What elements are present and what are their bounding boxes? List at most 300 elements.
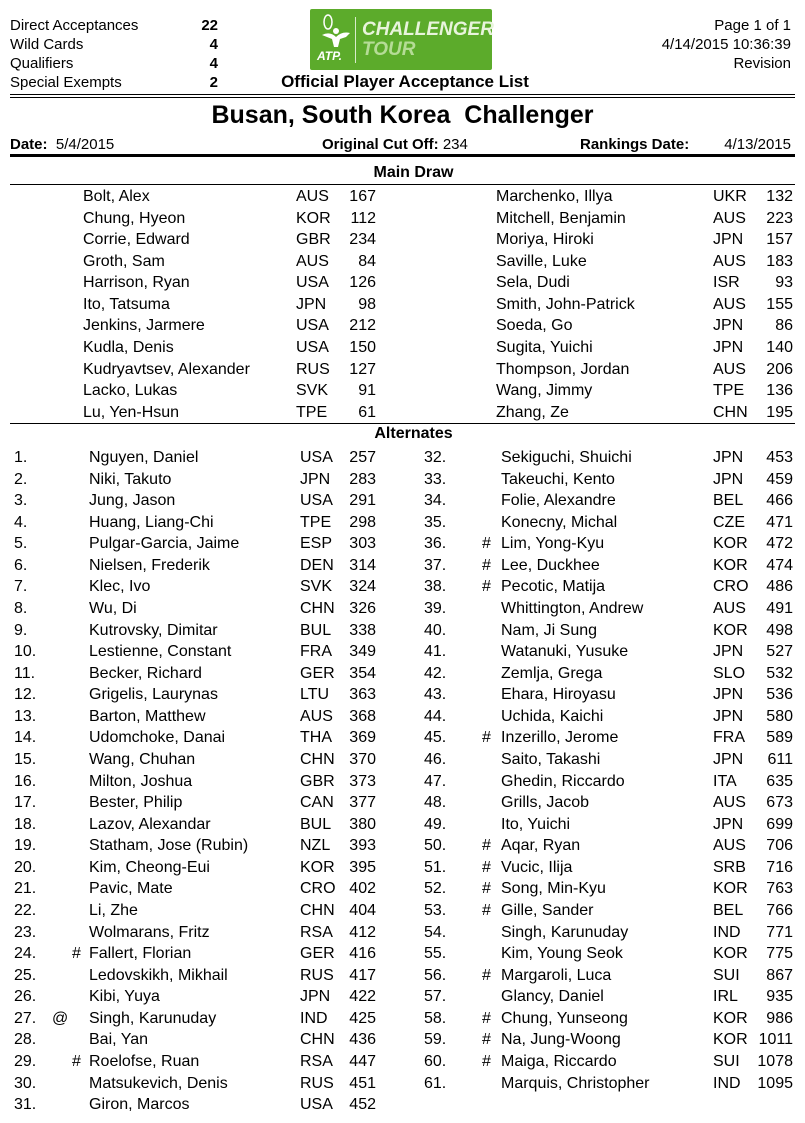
player-name: Inzerillo, Jerome <box>501 729 619 747</box>
player-country: RSA <box>300 1052 333 1070</box>
player-rank: 195 <box>766 403 793 421</box>
alternate-number: 27. <box>14 1009 37 1027</box>
player-country: BUL <box>300 621 332 639</box>
player-rank: 447 <box>349 1052 376 1070</box>
alternate-number: 7. <box>14 578 28 596</box>
player-name: Folie, Alexandre <box>501 492 616 510</box>
player-country: USA <box>296 274 329 292</box>
player-rank: 112 <box>350 209 376 227</box>
player-rank: 354 <box>349 664 376 682</box>
player-name: Nam, Ji Sung <box>501 621 598 639</box>
player-rank: 706 <box>766 837 793 855</box>
player-name: Sekiguchi, Shuichi <box>501 449 632 466</box>
player-rank: 369 <box>349 729 376 747</box>
player-country: GER <box>300 664 335 682</box>
player-name: Gille, Sander <box>501 901 594 919</box>
player-rank: 471 <box>766 513 793 531</box>
alternate-number: 4. <box>14 513 28 531</box>
alternate-mark: # <box>482 556 491 574</box>
player-rank: 673 <box>766 794 793 812</box>
stat-label-wildcards: Wild Cards <box>10 36 84 53</box>
alternate-number: 11. <box>14 664 36 682</box>
divider-main-draw <box>10 184 795 185</box>
player-rank: 393 <box>349 837 376 855</box>
alternate-mark: # <box>482 858 491 876</box>
player-name: Whittington, Andrew <box>501 599 644 617</box>
alternate-mark: # <box>482 1031 491 1049</box>
player-name: Milton, Joshua <box>89 772 193 790</box>
alternate-number: 14. <box>14 729 37 747</box>
player-rank: 373 <box>349 772 376 790</box>
player-country: CHN <box>713 403 748 421</box>
player-rank: 425 <box>349 1009 376 1027</box>
player-rank: 459 <box>766 470 793 488</box>
alternate-number: 60. <box>424 1052 447 1070</box>
atp-challenger-tour-logo <box>310 9 492 70</box>
player-rank: 699 <box>766 815 793 833</box>
player-name: Bolt, Alex <box>83 188 150 205</box>
player-rank: 611 <box>767 750 793 768</box>
player-country: CHN <box>300 1031 335 1049</box>
player-name: Jenkins, Jarmere <box>83 317 205 335</box>
player-name: Bester, Philip <box>89 794 183 812</box>
player-name: Pavic, Mate <box>89 880 173 898</box>
player-country: AUS <box>713 794 746 812</box>
player-name: Singh, Karunuday <box>501 923 629 941</box>
player-rank: 402 <box>349 880 376 898</box>
player-rank: 532 <box>766 664 793 682</box>
player-name: Kudryavtsev, Alexander <box>83 360 250 378</box>
player-country: JPN <box>713 815 744 833</box>
player-country: CHN <box>300 901 335 919</box>
alternate-number: 44. <box>424 707 447 725</box>
player-country: JPN <box>713 338 744 356</box>
player-rank: 234 <box>349 231 376 249</box>
player-country: AUS <box>713 252 746 270</box>
alternate-number: 49. <box>424 815 447 833</box>
player-name: Lu, Yen-Hsun <box>83 403 180 421</box>
alternate-number: 29. <box>14 1052 37 1070</box>
player-rank: 223 <box>766 209 793 227</box>
player-name: Bai, Yan <box>89 1031 149 1049</box>
player-country: JPN <box>300 988 331 1006</box>
revision-label: Revision <box>733 55 791 72</box>
alternate-number: 37. <box>424 556 447 574</box>
player-country: TPE <box>296 403 328 421</box>
player-country: KOR <box>713 1009 748 1027</box>
player-name: Ito, Yuichi <box>501 815 571 833</box>
alternate-number: 22. <box>14 901 37 919</box>
player-country: CRO <box>300 880 336 898</box>
stat-value-wildcards: 4 <box>209 36 218 53</box>
player-country: JPN <box>713 231 744 249</box>
player-country: KOR <box>300 858 335 876</box>
player-name: Wang, Chuhan <box>89 750 196 768</box>
player-name: Statham, Jose (Rubin) <box>89 837 249 855</box>
alternate-number: 41. <box>424 643 447 661</box>
player-country: AUS <box>713 837 746 855</box>
player-rank: 132 <box>766 188 793 205</box>
player-rank: 635 <box>766 772 793 790</box>
player-country: UKR <box>713 188 747 205</box>
alternate-number: 23. <box>14 923 37 941</box>
player-rank: 472 <box>766 535 793 553</box>
player-rank: 1011 <box>758 1031 793 1049</box>
player-country: AUS <box>713 360 746 378</box>
player-rank: 527 <box>766 643 793 661</box>
stat-value-special-exempts: 2 <box>209 74 218 91</box>
player-country: SUI <box>713 1052 740 1070</box>
cutoff-value: 234 <box>442 136 468 153</box>
alternate-number: 16. <box>14 772 37 790</box>
player-country: JPN <box>713 470 744 488</box>
player-rank: 183 <box>766 252 793 270</box>
alternate-mark: # <box>482 729 491 747</box>
date-value: 5/4/2015 <box>55 136 115 153</box>
player-country: JPN <box>713 449 744 466</box>
logo-challenger: CHALLENGER <box>362 19 494 40</box>
player-rank: 206 <box>766 360 793 378</box>
player-name: Ledovskikh, Mikhail <box>89 966 228 984</box>
player-country: IND <box>713 923 741 941</box>
alternate-mark: # <box>482 901 491 919</box>
player-name: Harrison, Ryan <box>83 274 190 292</box>
player-rank: 326 <box>349 599 376 617</box>
alternate-mark: # <box>482 1009 491 1027</box>
player-rank: 157 <box>766 231 793 249</box>
player-country: AUS <box>713 599 746 617</box>
player-country: RUS <box>300 1074 334 1092</box>
alternate-number: 12. <box>14 686 37 704</box>
date-label: Date: <box>10 136 48 153</box>
alternate-number: 54. <box>424 923 447 941</box>
player-rank: 349 <box>349 643 376 661</box>
player-name: Giron, Marcos <box>89 1096 190 1114</box>
player-country: KOR <box>713 880 748 898</box>
player-rank: 368 <box>349 707 376 725</box>
player-name: Kim, Cheong-Eui <box>89 858 210 876</box>
player-rank: 257 <box>349 449 376 466</box>
player-name: Zhang, Ze <box>496 403 569 421</box>
alternate-number: 2. <box>14 470 28 488</box>
player-rank: 370 <box>349 750 376 768</box>
player-name: Wolmarans, Fritz <box>89 923 210 941</box>
player-name: Groth, Sam <box>83 252 165 270</box>
player-name: Roelofse, Ruan <box>89 1052 200 1070</box>
player-name: Glancy, Daniel <box>501 988 604 1006</box>
player-name: Marchenko, Illya <box>496 188 613 205</box>
player-name: Lacko, Lukas <box>83 382 178 400</box>
player-name: Wang, Jimmy <box>496 382 593 400</box>
player-name: Kudla, Denis <box>83 338 174 356</box>
player-name: Saito, Takashi <box>501 750 601 768</box>
player-name: Matsukevich, Denis <box>89 1074 228 1092</box>
player-country: CHN <box>300 599 335 617</box>
alternate-number: 13. <box>14 707 37 725</box>
player-name: Aqar, Ryan <box>501 837 581 855</box>
player-country: RUS <box>296 360 330 378</box>
player-rank: 498 <box>766 621 793 639</box>
player-rank: 451 <box>349 1074 376 1092</box>
player-rank: 86 <box>775 317 793 335</box>
stat-label-qualifiers: Qualifiers <box>10 55 74 72</box>
player-name: Ito, Tatsuma <box>83 295 170 313</box>
player-name: Becker, Richard <box>89 664 202 682</box>
player-name: Pulgar-Garcia, Jaime <box>89 535 240 553</box>
player-country: JPN <box>713 643 744 661</box>
player-rank: 91 <box>358 382 376 400</box>
player-name: Barton, Matthew <box>89 707 206 725</box>
player-name: Lee, Duckhee <box>501 556 600 574</box>
player-country: LTU <box>300 686 330 704</box>
player-country: BUL <box>300 815 332 833</box>
player-country: KOR <box>713 621 748 639</box>
alternate-number: 30. <box>14 1074 37 1092</box>
player-name: Kim, Young Seok <box>501 945 623 963</box>
player-name: Watanuki, Yusuke <box>501 643 629 661</box>
player-name: Grills, Jacob <box>501 794 590 812</box>
divider-top-2 <box>10 97 795 98</box>
alternate-number: 53. <box>424 901 447 919</box>
alternate-number: 36. <box>424 535 447 553</box>
player-country: RUS <box>300 966 334 984</box>
rankings-date-value: 4/13/2015 <box>724 136 791 153</box>
player-rank: 61 <box>358 403 376 421</box>
player-country: KOR <box>713 556 748 574</box>
alternate-number: 25. <box>14 966 37 984</box>
player-name: Sela, Dudi <box>496 274 570 292</box>
player-rank: 417 <box>349 966 376 984</box>
player-name: Chung, Yunseong <box>501 1009 628 1027</box>
alternate-number: 48. <box>424 794 447 812</box>
divider-alternates <box>10 423 795 424</box>
player-name: Vucic, Ilija <box>501 858 573 876</box>
page-number: Page 1 of 1 <box>714 17 791 34</box>
player-country: CHN <box>300 750 335 768</box>
player-rank: 412 <box>349 923 376 941</box>
player-country: ISR <box>713 274 740 292</box>
alternate-number: 52. <box>424 880 447 898</box>
main-draw-heading: Main Draw <box>373 164 454 181</box>
player-country: AUS <box>300 707 333 725</box>
alternate-mark: # <box>482 1052 491 1070</box>
player-rank: 283 <box>349 470 376 488</box>
player-country: THA <box>300 729 332 747</box>
player-rank: 84 <box>358 252 376 270</box>
alternate-number: 58. <box>424 1009 447 1027</box>
player-name: Udomchoke, Danai <box>89 729 226 747</box>
alternate-mark: # <box>482 880 491 898</box>
player-rank: 155 <box>766 295 793 313</box>
player-country: SRB <box>713 858 746 876</box>
tournament-title: Busan, South Korea Challenger <box>211 101 594 129</box>
player-country: USA <box>300 492 333 510</box>
player-rank: 716 <box>766 858 793 876</box>
player-country: AUS <box>713 295 746 313</box>
player-country: GBR <box>300 772 335 790</box>
player-country: DEN <box>300 556 334 574</box>
player-rank: 452 <box>349 1096 376 1114</box>
player-name: Lestienne, Constant <box>89 643 232 661</box>
player-country: GER <box>300 945 335 963</box>
player-country: KOR <box>296 209 331 227</box>
player-rank: 1078 <box>757 1052 793 1070</box>
player-name: Pecotic, Matija <box>501 578 606 596</box>
alternate-mark: # <box>72 945 81 963</box>
player-name: Jung, Jason <box>89 492 176 510</box>
player-country: KOR <box>713 535 748 553</box>
player-name: Li, Zhe <box>89 901 138 919</box>
alternate-number: 55. <box>424 945 447 963</box>
stat-label-special-exempts: Special Exempts <box>10 74 122 91</box>
player-country: USA <box>296 338 329 356</box>
player-rank: 466 <box>766 492 793 510</box>
player-name: Maiga, Riccardo <box>501 1052 617 1070</box>
alternate-number: 5. <box>14 535 28 553</box>
player-country: IND <box>300 1009 328 1027</box>
player-rank: 126 <box>349 274 376 292</box>
player-rank: 140 <box>766 338 793 356</box>
player-name: Kutrovsky, Dimitar <box>89 621 218 639</box>
player-rank: 363 <box>349 686 376 704</box>
player-name: Sugita, Yuichi <box>496 338 593 356</box>
player-rank: 93 <box>775 274 793 292</box>
player-country: ESP <box>300 535 333 553</box>
alternate-mark: @ <box>52 1009 69 1027</box>
player-name: Grigelis, Laurynas <box>89 686 218 704</box>
player-country: TPE <box>300 513 332 531</box>
player-country: BEL <box>713 901 744 919</box>
alternate-number: 1. <box>14 449 28 466</box>
player-country: AUS <box>713 209 746 227</box>
player-rank: 486 <box>766 578 793 596</box>
player-country: CRO <box>713 578 749 596</box>
alternate-number: 56. <box>424 966 447 984</box>
player-name: Fallert, Florian <box>89 945 192 963</box>
logo-tour: TOUR <box>362 39 416 60</box>
player-rank: 771 <box>766 923 793 941</box>
alternate-number: 9. <box>14 621 28 639</box>
player-name: Singh, Karunuday <box>89 1009 217 1027</box>
player-country: IND <box>713 1074 741 1092</box>
player-rank: 422 <box>349 988 376 1006</box>
player-rank: 436 <box>349 1031 376 1049</box>
cutoff-label: Original Cut Off: <box>322 136 439 153</box>
player-country: NZL <box>300 837 331 855</box>
player-country: SVK <box>300 578 333 596</box>
player-name: Song, Min-Kyu <box>501 880 606 898</box>
player-rank: 291 <box>349 492 376 510</box>
player-country: SLO <box>713 664 746 682</box>
player-rank: 298 <box>349 513 376 531</box>
alternate-number: 3. <box>14 492 28 510</box>
player-country: FRA <box>300 643 332 661</box>
alternate-number: 28. <box>14 1031 37 1049</box>
stat-value-direct: 22 <box>201 17 218 34</box>
player-name: Corrie, Edward <box>83 231 190 249</box>
divider-top-1 <box>10 94 795 95</box>
alternate-number: 15. <box>14 750 37 768</box>
alternate-number: 61. <box>424 1074 447 1092</box>
player-rank: 338 <box>349 621 376 639</box>
alternate-number: 39. <box>424 599 447 617</box>
player-rank: 580 <box>766 707 793 725</box>
alternate-number: 47. <box>424 772 447 790</box>
alternate-number: 38. <box>424 578 447 596</box>
alternate-number: 32. <box>424 449 447 466</box>
alternate-mark: # <box>482 578 491 596</box>
alternate-number: 31. <box>14 1096 37 1114</box>
player-name: Marquis, Christopher <box>501 1074 650 1092</box>
player-name: Niki, Takuto <box>89 470 172 488</box>
player-name: Thompson, Jordan <box>496 360 630 378</box>
player-name: Nguyen, Daniel <box>89 449 199 466</box>
player-name: Ehara, Hiroyasu <box>501 686 616 704</box>
player-country: IRL <box>713 988 738 1006</box>
player-name: Huang, Liang-Chi <box>89 513 214 531</box>
player-country: AUS <box>296 188 329 205</box>
player-rank: 766 <box>766 901 793 919</box>
player-name: Moriya, Hiroki <box>496 231 594 249</box>
alternate-number: 51. <box>424 858 447 876</box>
alternate-number: 33. <box>424 470 447 488</box>
player-rank: 324 <box>349 578 376 596</box>
player-name: Takeuchi, Kento <box>501 470 615 488</box>
player-country: FRA <box>713 729 745 747</box>
alternates-heading: Alternates <box>374 425 453 442</box>
player-name: Soeda, Go <box>496 317 573 335</box>
player-rank: 303 <box>349 535 376 553</box>
player-rank: 395 <box>349 858 376 876</box>
player-name: Nielsen, Frederik <box>89 556 210 574</box>
player-country: JPN <box>713 750 744 768</box>
player-country: USA <box>300 449 333 466</box>
player-rank: 763 <box>766 880 793 898</box>
player-country: USA <box>296 317 329 335</box>
player-country: USA <box>300 1096 333 1114</box>
player-country: CZE <box>713 513 745 531</box>
player-rank: 491 <box>766 599 793 617</box>
player-country: BEL <box>713 492 744 510</box>
alternate-number: 59. <box>424 1031 447 1049</box>
player-country: SUI <box>713 966 740 984</box>
player-country: AUS <box>296 252 329 270</box>
alternate-number: 18. <box>14 815 37 833</box>
stat-label-direct: Direct Acceptances <box>10 17 139 34</box>
player-rank: 453 <box>766 449 793 466</box>
alternate-number: 46. <box>424 750 447 768</box>
player-name: Kibi, Yuya <box>89 988 160 1006</box>
player-country: SVK <box>296 382 329 400</box>
player-rank: 986 <box>766 1009 793 1027</box>
player-name: Ghedin, Riccardo <box>501 772 625 790</box>
alternate-number: 21. <box>14 880 37 898</box>
player-country: JPN <box>713 707 744 725</box>
player-name: Lim, Yong-Kyu <box>501 535 605 553</box>
rankings-date-label: Rankings Date: <box>580 136 690 153</box>
alternate-number: 20. <box>14 858 37 876</box>
alternate-number: 43. <box>424 686 447 704</box>
player-name: Konecny, Michal <box>501 513 618 531</box>
alternate-number: 24. <box>14 945 37 963</box>
alternate-mark: # <box>482 837 491 855</box>
player-name: Na, Jung-Woong <box>501 1031 621 1049</box>
player-country: ITA <box>713 772 737 790</box>
player-country: RSA <box>300 923 333 941</box>
player-name: Mitchell, Benjamin <box>496 209 626 227</box>
player-name: Margaroli, Luca <box>501 966 612 984</box>
player-name: Klec, Ivo <box>89 578 151 596</box>
